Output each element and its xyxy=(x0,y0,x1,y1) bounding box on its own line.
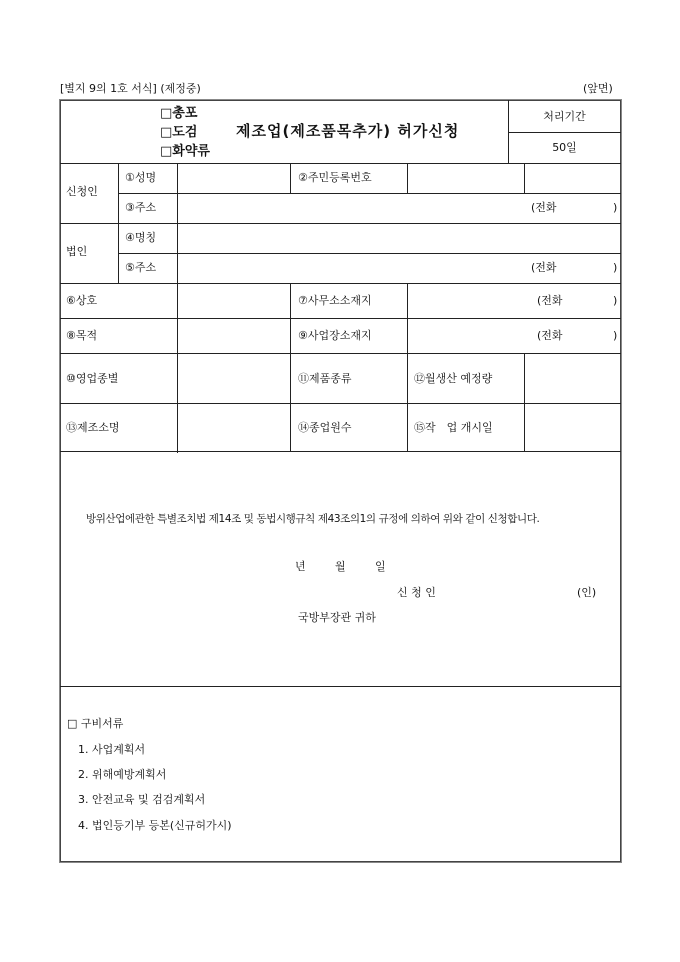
seal-label: (인) xyxy=(577,586,597,599)
table-rule xyxy=(524,163,525,193)
table-rule xyxy=(60,318,621,319)
applicant-signature-label: 신 청 인 xyxy=(397,586,436,599)
table-rule xyxy=(60,163,621,164)
phone-close: ) xyxy=(613,201,618,214)
table-rule xyxy=(290,163,291,193)
form-number: [별지 9의 1호 서식] (제정중) xyxy=(60,82,201,95)
document-item: 1. 사업계획서 xyxy=(78,743,146,756)
office-phone-label: (전화 xyxy=(537,294,563,307)
document-item: 3. 안전교육 및 검검계획서 xyxy=(78,793,206,806)
table-rule xyxy=(118,253,621,254)
option-explosives-checkbox[interactable]: □화약류 xyxy=(160,144,210,159)
year-label: 년 xyxy=(295,560,306,573)
table-rule xyxy=(508,132,621,133)
name-label: ①성명 xyxy=(125,171,157,184)
table-rule xyxy=(407,283,408,451)
purpose-label: ⑧목적 xyxy=(66,329,98,342)
phone-close: ) xyxy=(613,329,618,342)
table-rule xyxy=(60,353,621,354)
table-rule xyxy=(60,223,621,224)
month-label: 월 xyxy=(335,560,346,573)
document-item: 2. 위해예방계획서 xyxy=(78,768,167,781)
table-rule xyxy=(177,163,178,453)
trade-name-label: ⑥상호 xyxy=(66,294,98,307)
phone-close: ) xyxy=(613,294,618,307)
addressee: 국방부장관 귀하 xyxy=(298,611,376,624)
document-item: 4. 법인등기부 등본(신규허가시) xyxy=(78,819,232,832)
phone-close: ) xyxy=(613,261,618,274)
table-rule xyxy=(60,451,621,452)
corp-name-label: ④명칭 xyxy=(125,231,157,244)
start-date-label: ⑮작 업 개시일 xyxy=(414,421,493,434)
monthly-output-label: ⑫월생산 예정량 xyxy=(414,372,493,385)
workplace-phone-label: (전화 xyxy=(537,329,563,342)
page-side: (앞면) xyxy=(583,82,613,95)
form-title: 제조업(제조품목추가) 허가신청 xyxy=(236,122,460,140)
phone-label: (전화 xyxy=(531,201,557,214)
option-firearms-checkbox[interactable]: □총포 xyxy=(160,106,198,121)
applicant-group-label: 신청인 xyxy=(66,185,98,198)
product-type-label: ⑪제품종류 xyxy=(298,372,352,385)
option-swords-checkbox[interactable]: □도검 xyxy=(160,125,198,140)
processing-period-label: 처리기간 xyxy=(543,110,586,123)
office-label: ⑦사무소소재지 xyxy=(298,294,372,307)
documents-heading: □ 구비서류 xyxy=(67,717,124,730)
table-rule xyxy=(290,283,291,451)
address-label: ③주소 xyxy=(125,201,157,214)
table-rule xyxy=(118,193,621,194)
table-rule xyxy=(60,686,621,687)
employees-label: ⑭종업원수 xyxy=(298,421,352,434)
rrn-label: ②주민등록번호 xyxy=(298,171,372,184)
table-rule xyxy=(407,163,408,193)
corporation-group-label: 법인 xyxy=(66,245,88,258)
day-label: 일 xyxy=(375,560,386,573)
corp-address-label: ⑤주소 xyxy=(125,261,157,274)
business-type-label: ⑩영업종별 xyxy=(66,372,119,385)
table-rule xyxy=(60,403,621,404)
corp-phone-label: (전화 xyxy=(531,261,557,274)
table-rule xyxy=(524,353,525,451)
table-rule xyxy=(118,163,119,283)
factory-name-label: ⑬제조소명 xyxy=(66,421,120,434)
processing-period-value: 50일 xyxy=(552,141,577,154)
workplace-label: ⑨사업장소재지 xyxy=(298,329,372,342)
table-rule xyxy=(60,283,621,284)
declaration-text: 방위산업에관한 특별조치법 제14조 및 동법시행규칙 제43조의1의 규정에 의하여 위와 같이 신청합니다. xyxy=(86,513,540,525)
